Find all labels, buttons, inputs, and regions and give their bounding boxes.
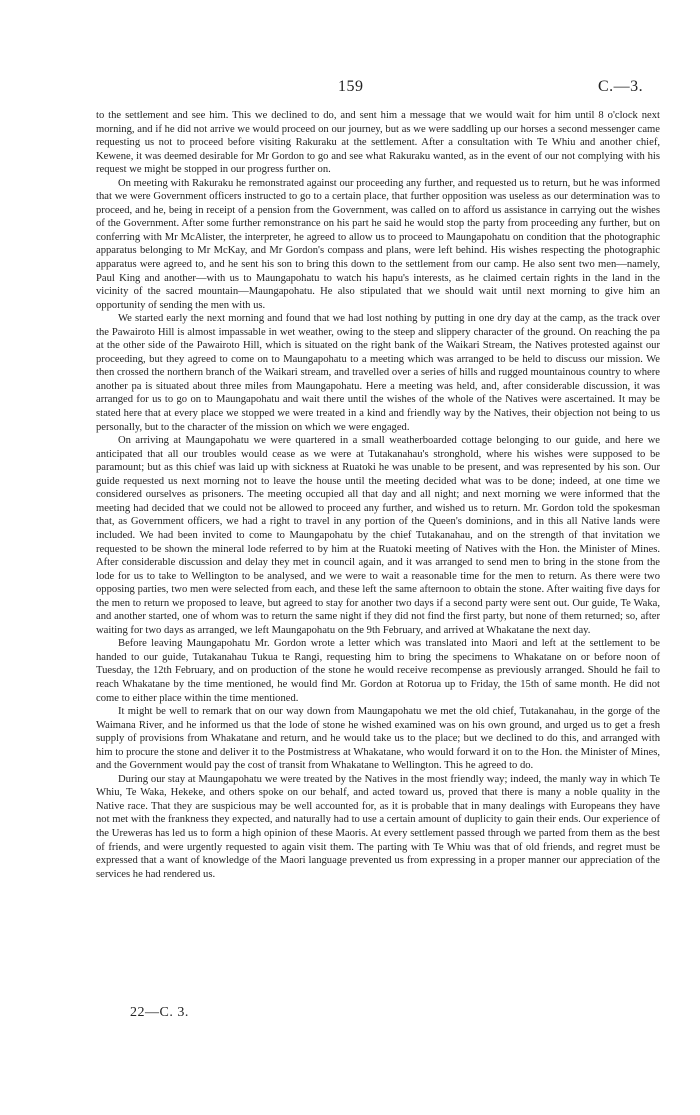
paragraph: During our stay at Maungapohatu we were treated by the Natives in the most friendly way; indeed, the manly way in which Te Whiu, Te Waka, Hekeke, and others spoke on our behalf, and acted toward us, proved that there is many a noble quality in the Native race. That they are suspicious may be well accounted for, as it is probable that in many dealings with Europeans they have not met with the frankness they expected, and naturally had to use a certain amount of duplicity to gain their ends. Our experience of the Ureweras has led us to form a high opinion of these Maoris. At every settlement passed through we parted from them as the best of friends, and were urgently requested to again visit them. The parting with Te Whiu was that of old friends, and regret must be expressed that a want of knowledge of the Maori language prevented us from expressing in a proper manner our appreciation of the services he had rendered us. bbox=[96, 773, 660, 880]
paragraph: We started early the next morning and found that we had lost nothing by putting in one dry day at the camp, as the track over the Pawairoto Hill is almost impassable in wet weather, owing to the steep and slippery character of the ground. On reaching the pa at the other side of the Pawairoto Hill, which is situated on the right bank of the Waikari Stream, the Natives protested against our proceeding, but they agreed to come on to Maungapohatu to a meeting which was arranged to be held to discuss our mission. We then crossed the northern branch of the Waikari stream, and travelled over a series of hills and rugged mountainous country to where another pa is situated about three miles from Maungapohatu. Here a meeting was held, and, after considerable discussion, it was arranged for us to go on to Maungapohatu and wait there until the wishes of the whole of the Natives were ascertained. It may be stated here that at every place we stopped we were treated in a kind and friendly way by the Natives, their objection not being to us personally, but to the character of the mission on which we were engaged. bbox=[96, 313, 660, 433]
paragraph: It might be well to remark that on our way down from Maungapohatu we met the old chief, Tutakanahau, in the gorge of the Waimana River, and he informed us that the lode of stone he wished examined was on his own ground, and urged us to get a fresh supply of provisions from Whakatane and return, and he would take us to the place; but we declined to do this, and arranged with him to procure the stone and deliver it to the Postmistress at Whakatane, who would forward it on to the Hon. the Minister of Mines, and the Government would pay the cost of transit from Whakatane to Wellington. This he agreed to do. bbox=[96, 706, 660, 772]
document-reference: C.—3. bbox=[598, 78, 644, 95]
paragraph: to the settlement and see him. This we declined to do, and sent him a message that we would wait for him until 8 o'clock next morning, and if he did not arrive we would proceed on our journey, but as we were saddling up our horses a second messenger came requesting us not to proceed before visiting Rakuraku at the settlement. After a consultation with Te Whiu and another chief, Kewene, it was deemed desirable for Mr Gordon to go and see what Rakuraku wanted, as in the event of our not complying with his request we might be stopped in our progress further on. bbox=[96, 110, 660, 176]
paragraph: Before leaving Maungapohatu Mr. Gordon wrote a letter which was translated into Maori and left at the settlement to be handed to our guide, Tutakanahau Tukua te Rangi, requesting him to bring the specimens to Whakatane on or before noon of Tuesday, the 12th February, and on production of the stone he would receive recompense as previously arranged. Should he fail to reach Whakatane by the time mentioned, he would find Mr. Gordon at Rotorua up to Friday, the 15th of same month. He did not come to either place within the time mentioned. bbox=[96, 638, 660, 704]
footer-document-reference: 22—C. 3. bbox=[130, 1005, 189, 1020]
page-number: 159 bbox=[338, 78, 364, 95]
paragraph: On arriving at Maungapohatu we were quartered in a small weatherboarded cottage belonging to our guide, and here we anticipated that all our troubles would cease as we were at Tutakanahau's stronghold, where his wishes were supposed to be paramount; but as this chief was laid up with sickness at Ruatoki he was unable to be present, and was represented by his son. Our guide requested us next morning not to leave the house until the meeting decided what was to be done; indeed, at one time we considered ourselves as prisoners. The meeting occupied all that day and all night; and next morning we were informed that the meeting had decided that we could not be allowed to proceed any further, and wished us to return. Mr. Gordon told the spokesman that, as Government officers, we had a right to travel in any portion of the Queen's dominions, and in this all Native lands were included. We had been invited to come to Maungapohatu by the chief Tutakanahau, and on the strength of that invitation we requested to be shown the mineral lode referred to by him at the Ruatoki meeting of Natives with the Hon. the Minister of Mines. After considerable discussion and delay they met in council again, and it was arranged to send men to bring in the stone from the lode for us to take to Wellington to be analysed, and we were to wait a reasonable time for the men to return. As there were two opposing parties, two men were selected from each, and these left the same afternoon to obtain the stone. After waiting five days for the men to return we proposed to leave, but agreed to stay for another two days if a second party were sent out. Our guide, Te Waka, and another started, one of whom was to return the same night if they did not find the first party, but none of them returned; so, after waiting for two days as arranged, we left Maungapohatu on the 9th February, and arrived at Whakatane the next day. bbox=[96, 435, 660, 636]
body-text bbox=[96, 109, 660, 881]
paragraph: On meeting with Rakuraku he remonstrated against our proceeding any further, and requested us to return, but he was informed that we were Government officers instructed to go to a certain place, that further opposition was useless as our determination was to proceed, and he, being in receipt of a pension from the Government, was called on to afford us assistance in carrying out the wishes of the Government. After some further remonstrance on his part he said he would stop the party from proceeding any further, but on conferring with Mr McAlister, the interpreter, he agreed to allow us to proceed to Maungapohatu on condition that the photographic apparatus belonging to Mr McKay, and Mr Gordon's compass and plans, were left behind. His wishes respecting the photographic apparatus were agreed to, and he sent his son to bring this down to the settlement from our camp. He also sent two men—namely, Paul King and another—with us to Maungapohatu to watch his hapu's interests, as he claimed certain rights in the land in the vicinity of the sacred mountain—Maungapohatu. He also stipulated that we should wait until next morning to give him an opportunity of sending the men with us. bbox=[96, 177, 660, 311]
